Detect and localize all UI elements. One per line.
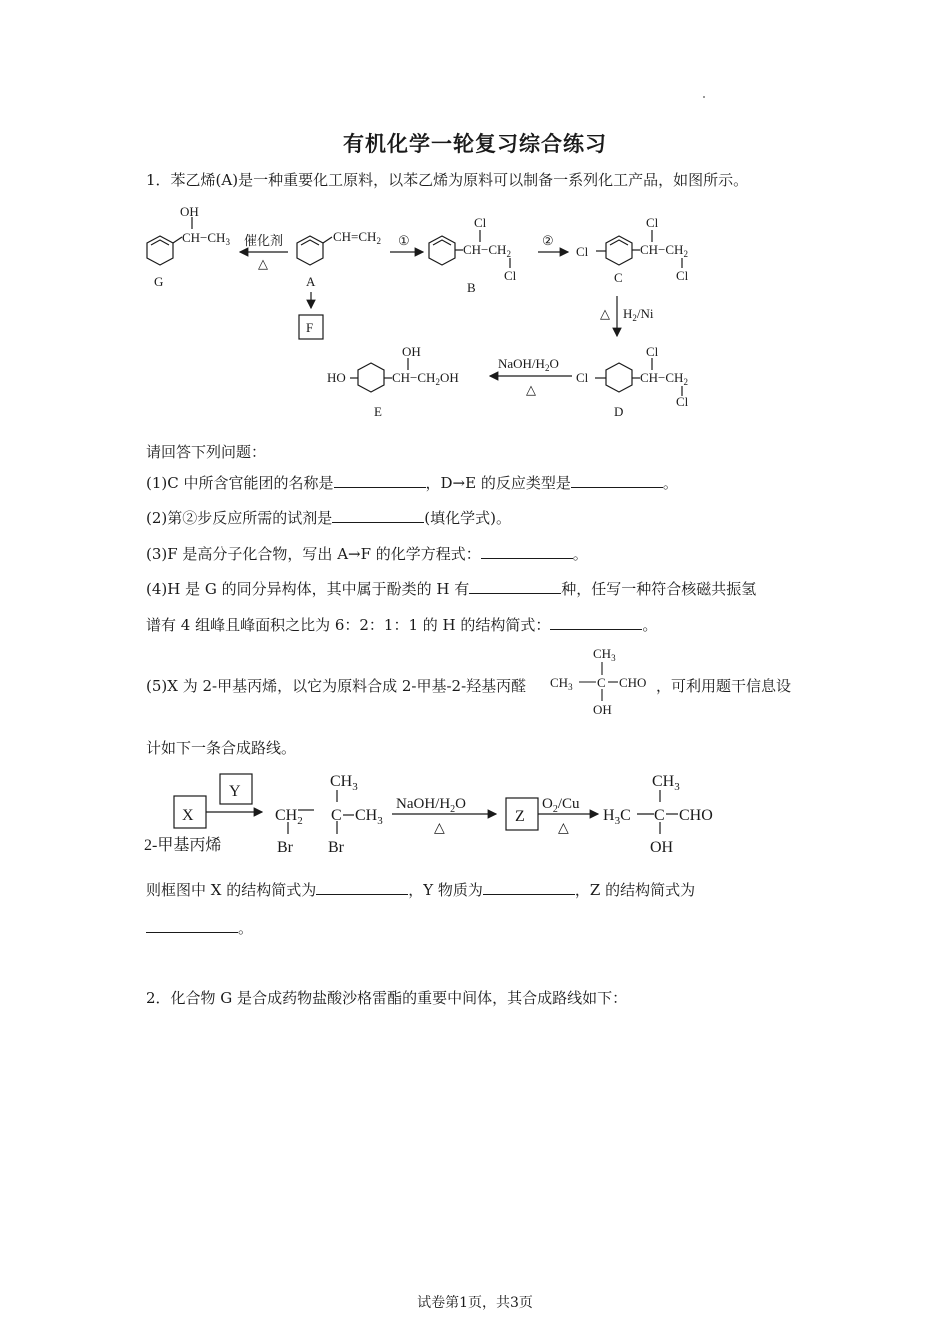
a-chain-label: $CH=CH_2$ bbox=[333, 229, 381, 246]
question-2-stem: 2．化合物 G 是合成药物盐酸沙格雷酯的重要中间体，其合成路线如下： bbox=[146, 989, 628, 1007]
catalyst-label: 催化剂 bbox=[244, 233, 284, 248]
route-product-oh: OH bbox=[650, 839, 674, 856]
route-product-cho: CHO bbox=[679, 807, 713, 824]
d-chain-label: $CH-CH_2$ bbox=[640, 370, 688, 387]
answer-blank[interactable] bbox=[571, 473, 663, 488]
route-z-label: Z bbox=[515, 808, 525, 825]
answer-blank[interactable] bbox=[316, 880, 408, 895]
q1-2-text-b: (填化学式)。 bbox=[424, 509, 511, 527]
g-label: G bbox=[154, 274, 164, 289]
q1-1-text-b: ，D→E 的反应类型是 bbox=[425, 474, 571, 492]
question-1-part-4 bbox=[146, 579, 756, 599]
c-chain-label: $CH-CH_2$ bbox=[640, 242, 688, 259]
inline-oh: OH bbox=[593, 702, 612, 717]
b-cl-bottom: Cl bbox=[504, 268, 517, 283]
page-footer: 试卷第1页，共3页 bbox=[417, 1295, 533, 1311]
question-1-part-6-cont bbox=[146, 918, 253, 938]
q1-3-text-a: (3)F 是高分子化合物，写出 A→F 的化学方程式： bbox=[146, 545, 481, 563]
e-label: E bbox=[374, 404, 382, 419]
inline-hydroxy-aldehyde-structure bbox=[548, 642, 656, 720]
answer-blank[interactable] bbox=[334, 473, 426, 488]
heat-label-de: △ bbox=[526, 382, 536, 397]
q1-5-text-a: (5)X 为 2-甲基丙烯，以它为原料合成 2-甲基-2-羟基丙醛 bbox=[146, 677, 527, 695]
question-1-synthesis-route bbox=[140, 768, 740, 868]
b-cl-top: Cl bbox=[474, 215, 487, 230]
route-br-2: Br bbox=[328, 839, 344, 856]
inline-ch3-top: $CH_3$ bbox=[593, 646, 616, 663]
b-chain-label: $CH-CH_2$ bbox=[463, 242, 511, 259]
inline-c: C bbox=[597, 675, 606, 690]
naoh-label-de: NaOH/$H_2O$ bbox=[498, 356, 559, 373]
q1-6-text-b: ，Y 物质为 bbox=[408, 881, 483, 899]
q1-1-text-c: 。 bbox=[662, 474, 678, 492]
step-1-label: ① bbox=[398, 233, 410, 248]
answer-blank[interactable] bbox=[550, 615, 642, 630]
question-1-prompt: 请回答下列问题： bbox=[146, 443, 267, 461]
question-1-part-6 bbox=[146, 880, 695, 900]
d-cl-ring: Cl bbox=[576, 370, 589, 385]
q1-4-text-d: 。 bbox=[642, 616, 658, 634]
route-ch2: $CH_2$ bbox=[275, 807, 303, 827]
c-label: C bbox=[614, 270, 623, 285]
route-br-1: Br bbox=[277, 839, 293, 856]
c-cl-bottom: Cl bbox=[676, 268, 689, 283]
e-chain-label: $CH-CH_2OH$ bbox=[392, 370, 459, 387]
q1-6-text-c: ，Z 的结构简式为 bbox=[574, 881, 696, 899]
f-label: F bbox=[306, 320, 314, 335]
q1-3-text-b: 。 bbox=[572, 545, 588, 563]
question-1-part-5-cont: 计如下一条合成路线。 bbox=[146, 739, 297, 757]
q1-4-text-a: (4)H 是 G 的同分异构体，其中属于酚类的 H 有 bbox=[146, 580, 470, 598]
c-cl-top: Cl bbox=[646, 215, 659, 230]
e-oh-top: OH bbox=[402, 344, 421, 359]
route-ch3-right: $CH_3$ bbox=[355, 807, 383, 827]
answer-blank[interactable] bbox=[469, 579, 561, 594]
route-start-name: 2-甲基丙烯 bbox=[144, 837, 222, 854]
q1-4-text-b: 种，任写一种符合核磁共振氢 bbox=[561, 580, 757, 598]
route-heat-1: △ bbox=[434, 821, 445, 836]
scan-dot bbox=[703, 96, 705, 98]
route-product-c: C bbox=[654, 807, 665, 824]
route-ch3-top: $CH_3$ bbox=[330, 773, 358, 793]
e-ho-label: HO bbox=[327, 370, 346, 385]
route-heat-2: △ bbox=[558, 821, 569, 836]
route-product-h3c: $H_3C$ bbox=[603, 807, 631, 827]
a-label: A bbox=[306, 274, 316, 289]
answer-blank[interactable] bbox=[332, 508, 424, 523]
g-chain-label: $CH-CH_3$ bbox=[182, 230, 230, 247]
route-c: C bbox=[331, 807, 342, 824]
step-2-label: ② bbox=[542, 233, 554, 248]
q1-1-text-a: (1)C 中所含官能团的名称是 bbox=[146, 474, 334, 492]
question-1-part-2 bbox=[146, 508, 511, 528]
d-cl-top: Cl bbox=[646, 344, 659, 359]
route-x-label: X bbox=[182, 807, 194, 824]
question-1-part-1 bbox=[146, 473, 678, 493]
route-o2cu: $O_2/Cu$ bbox=[542, 796, 580, 815]
b-label: B bbox=[467, 280, 476, 295]
question-1-part-3 bbox=[146, 544, 588, 564]
heat-label-cd: △ bbox=[600, 306, 610, 321]
inline-ch3-left: $CH_3$ bbox=[550, 675, 573, 692]
question-1-part-5-tail: ，可利用题干信息设 bbox=[656, 677, 792, 695]
c-cl-ring: Cl bbox=[576, 244, 589, 259]
h2ni-label: $H_2/Ni$ bbox=[623, 306, 654, 323]
inline-cho: CHO bbox=[619, 675, 647, 690]
route-product-ch3: $CH_3$ bbox=[652, 773, 680, 793]
heat-label-g: △ bbox=[258, 256, 268, 271]
q1-6-text-d: 。 bbox=[238, 919, 254, 937]
q1-2-text-a: (2)第②步反应所需的试剂是 bbox=[146, 509, 333, 527]
answer-blank[interactable] bbox=[146, 918, 238, 933]
question-1-part-4-cont bbox=[146, 615, 657, 635]
answer-blank[interactable] bbox=[481, 544, 573, 559]
d-cl-bottom: Cl bbox=[676, 394, 689, 409]
g-oh-label: OH bbox=[180, 204, 199, 219]
route-naoh: NaOH/$H_2O$ bbox=[396, 796, 466, 815]
q1-6-text-a: 则框图中 X 的结构简式为 bbox=[146, 881, 317, 899]
route-y-label: Y bbox=[229, 783, 241, 800]
d-label: D bbox=[614, 404, 624, 419]
answer-blank[interactable] bbox=[483, 880, 575, 895]
question-1-stem: 1．苯乙烯(A)是一种重要化工原料，以苯乙烯为原料可以制备一系列化工产品，如图所示。 bbox=[146, 171, 749, 189]
page-title: 有机化学一轮复习综合练习 bbox=[343, 132, 607, 156]
question-1-reaction-scheme bbox=[140, 200, 740, 425]
q1-4-text-c: 谱有 4 组峰且峰面积之比为 6：2：1：1 的 H 的结构简式： bbox=[146, 616, 551, 634]
question-1-part-5 bbox=[146, 676, 526, 696]
